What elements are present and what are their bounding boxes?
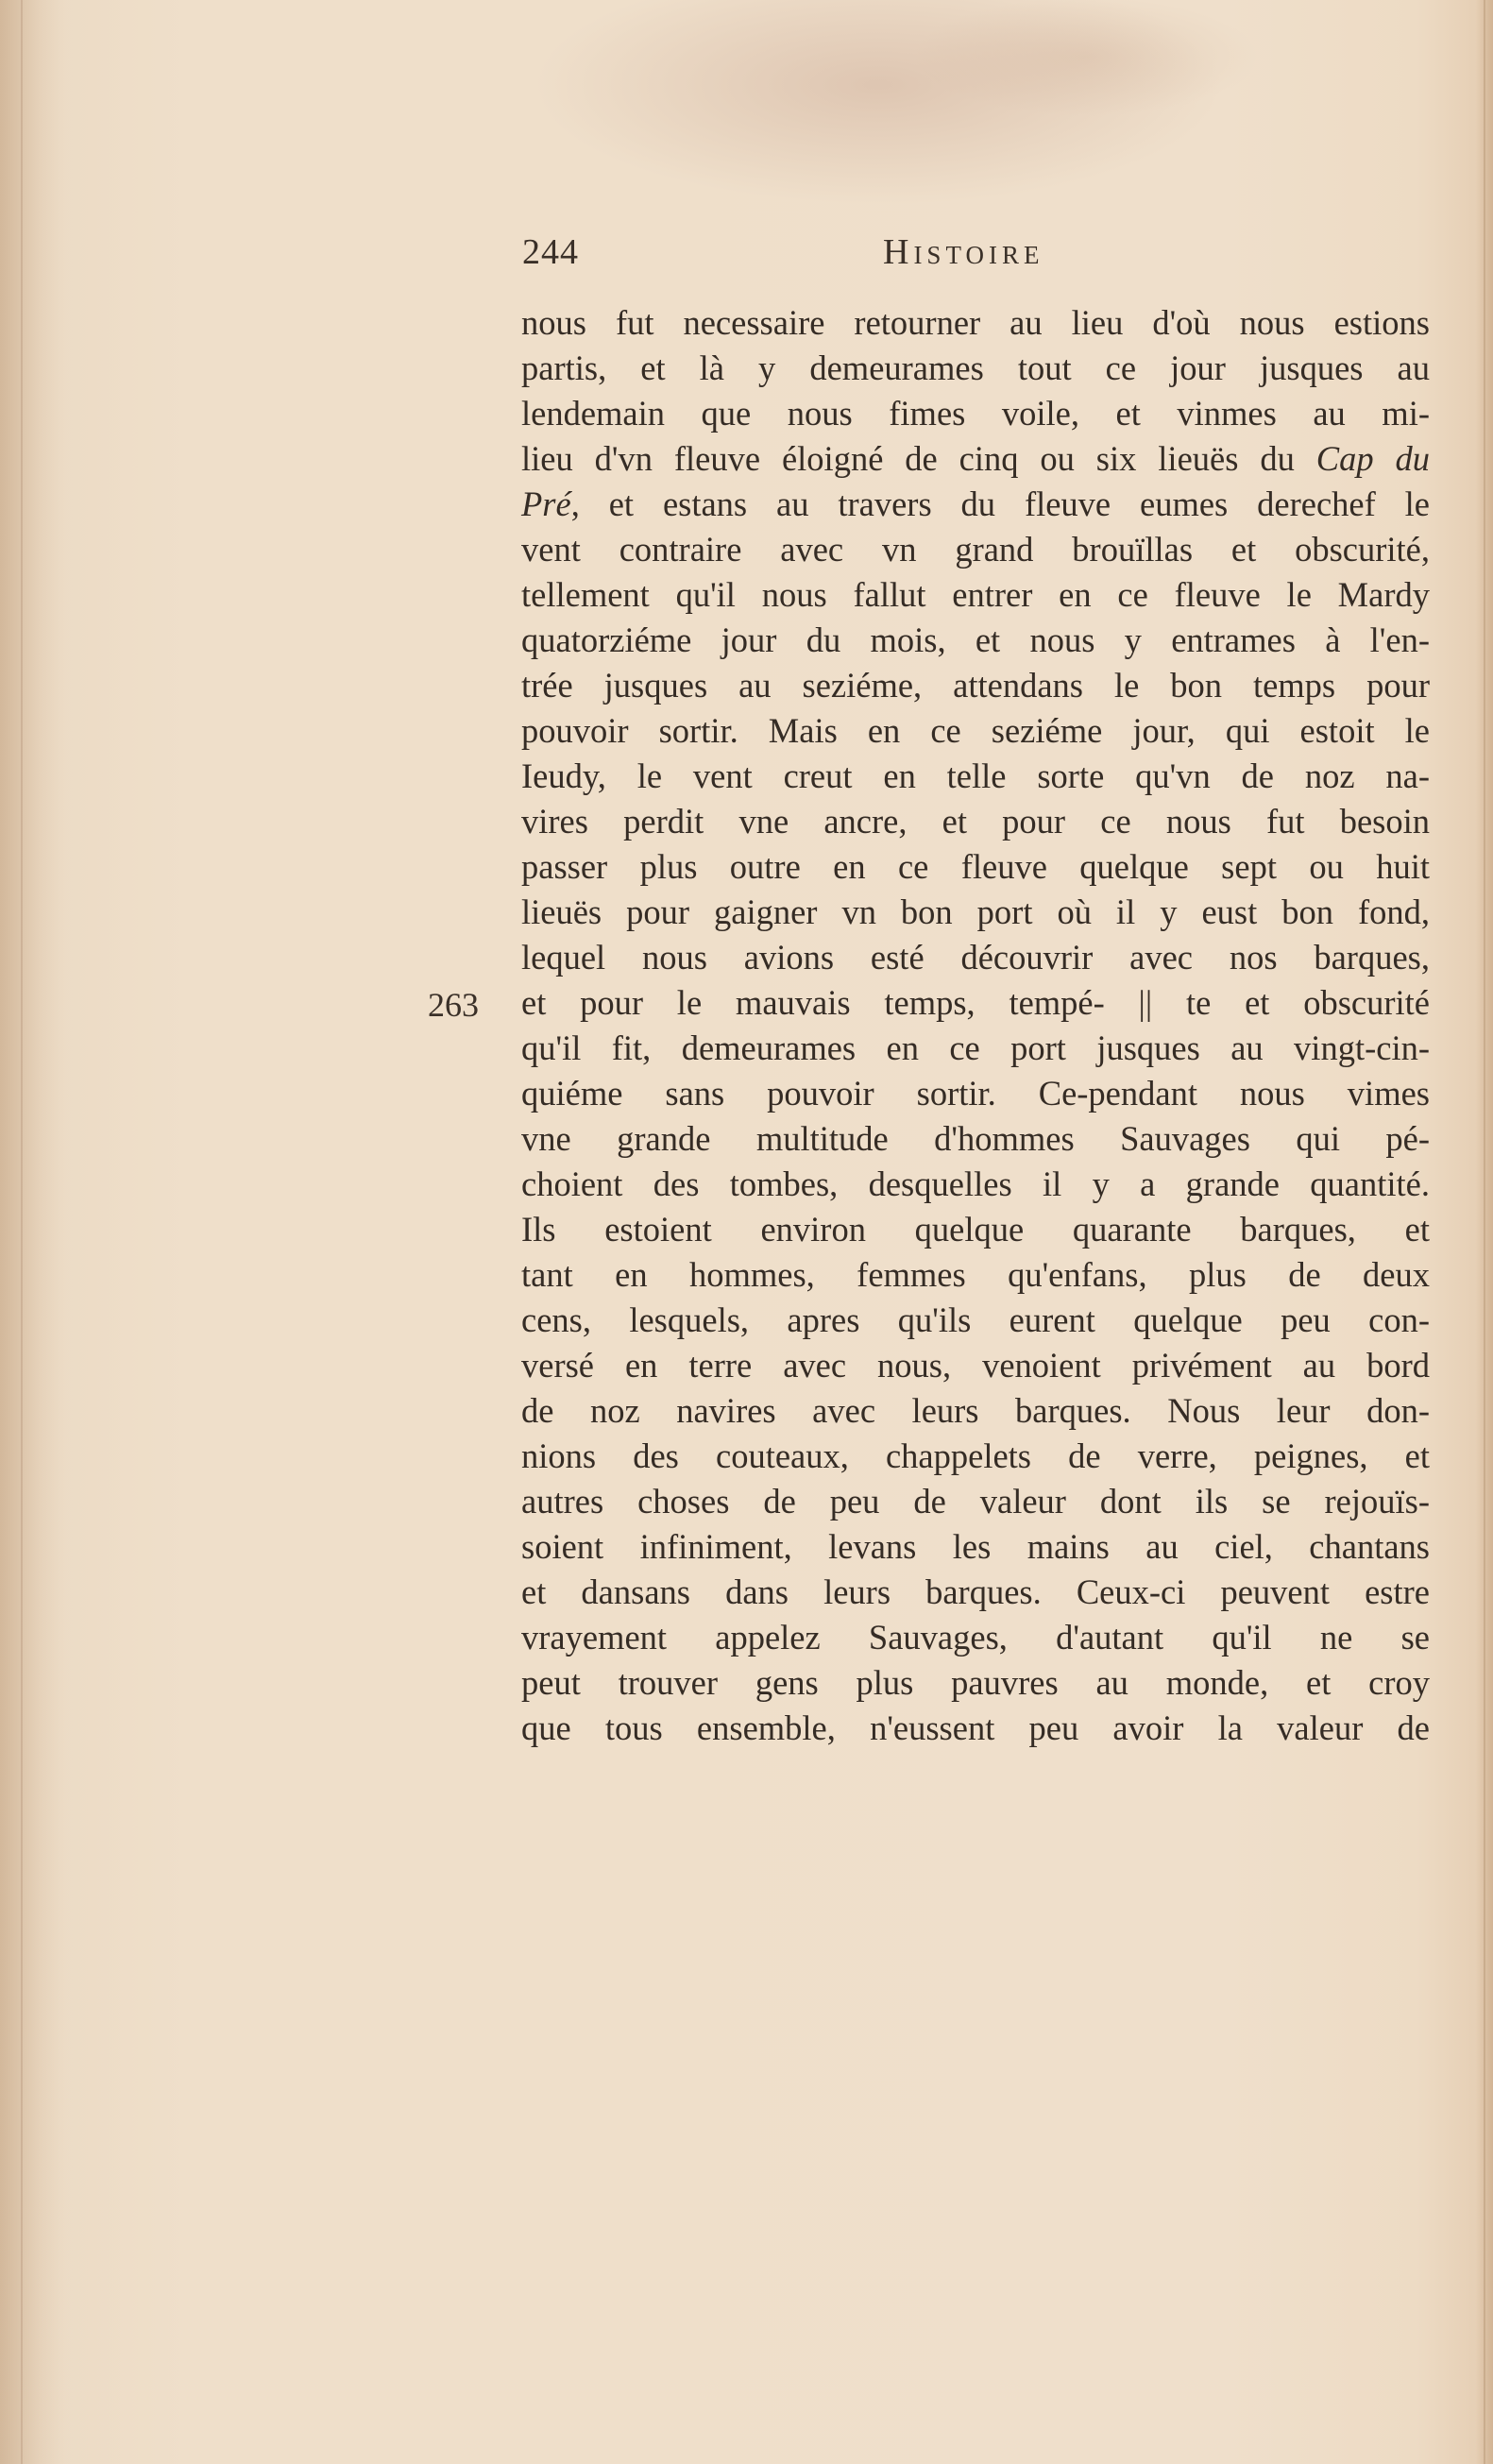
- text-line: qu'il fit, demeurames en ce port jusques au vingt-cin-: [521, 1028, 1430, 1067]
- text-line: vrayement appelez Sauvages, d'autant qu'il ne se: [521, 1618, 1430, 1657]
- margin-folio-number: 263: [428, 986, 479, 1024]
- text-line: tellement qu'il nous fallut entrer en ce fleuve le Mardy: [521, 575, 1430, 614]
- text-line: Ieudy, le vent creut en telle sorte qu'vn de noz na-: [521, 756, 1430, 795]
- text-line: versé en terre avec nous, venoient privément au bord: [521, 1346, 1430, 1385]
- text-line: nous fut necessaire retourner au lieu d'où nous estions: [521, 303, 1430, 342]
- text-line: autres choses de peu de valeur dont ils se rejouïs-: [521, 1482, 1430, 1521]
- text-line: cens, lesquels, apres qu'ils eurent quelque peu con-: [521, 1300, 1430, 1339]
- running-head: [522, 231, 1429, 279]
- text-line: que tous ensemble, n'eussent peu avoir la valeur de: [521, 1708, 1430, 1747]
- text-line: partis, et là y demeurames tout ce jour jusques au: [521, 348, 1430, 387]
- text-line: et pour le mauvais temps, tempé- || te et obscurité: [521, 983, 1430, 1022]
- text-line: peut trouver gens plus pauvres au monde, et croy: [521, 1663, 1430, 1702]
- text-line: quatorziéme jour du mois, et nous y entrames à l'en-: [521, 620, 1430, 659]
- text-line: vne grande multitude d'hommes Sauvages qui pé-: [521, 1119, 1430, 1158]
- text-line: trée jusques au seziéme, attendans le bon temps pour: [521, 666, 1430, 705]
- text-line: Ils estoient environ quelque quarante barques, et: [521, 1210, 1430, 1249]
- text-line: lieu d'vn fleuve éloigné de cinq ou six lieuës du Cap du: [521, 439, 1430, 478]
- text-line: de noz navires avec leurs barques. Nous leur don-: [521, 1391, 1430, 1430]
- text-line: soient infiniment, levans les mains au ciel, chantans: [521, 1527, 1430, 1566]
- text-line: lendemain que nous fimes voile, et vinmes au mi-: [521, 394, 1430, 433]
- text-line: lieuës pour gaigner vn bon port où il y eust bon fond,: [521, 892, 1430, 931]
- binding-shadow: [0, 0, 66, 2464]
- text-line: quiéme sans pouvoir sortir. Ce-pendant nous vimes: [521, 1074, 1430, 1113]
- text-line: vent contraire avec vn grand brouïllas et obscurité,: [521, 530, 1430, 569]
- text-line: pouvoir sortir. Mais en ce seziéme jour, qui estoit le: [521, 711, 1430, 750]
- page-number: 244: [522, 232, 579, 272]
- body-text: [521, 300, 1430, 1751]
- binding-fold: [21, 0, 23, 2464]
- text-line: choient des tombes, desquelles il y a grande quantité.: [521, 1164, 1430, 1203]
- page-edge: [1484, 0, 1485, 2464]
- text-line: nions des couteaux, chappelets de verre, peignes, et: [521, 1436, 1430, 1475]
- text-line: vires perdit vne ancre, et pour ce nous fut besoin: [521, 802, 1430, 841]
- text-line: et dansans dans leurs barques. Ceux-ci peuvent estre: [521, 1572, 1430, 1611]
- text-line: Pré, et estans au travers du fleuve eumes derechef le: [521, 484, 1430, 523]
- text-line: tant en hommes, femmes qu'enfans, plus de deux: [521, 1255, 1430, 1294]
- text-line: passer plus outre en ce fleuve quelque sept ou huit: [521, 847, 1430, 886]
- running-title: Histoire: [883, 232, 1044, 272]
- text-line: lequel nous avions esté découvrir avec nos barques,: [521, 938, 1430, 977]
